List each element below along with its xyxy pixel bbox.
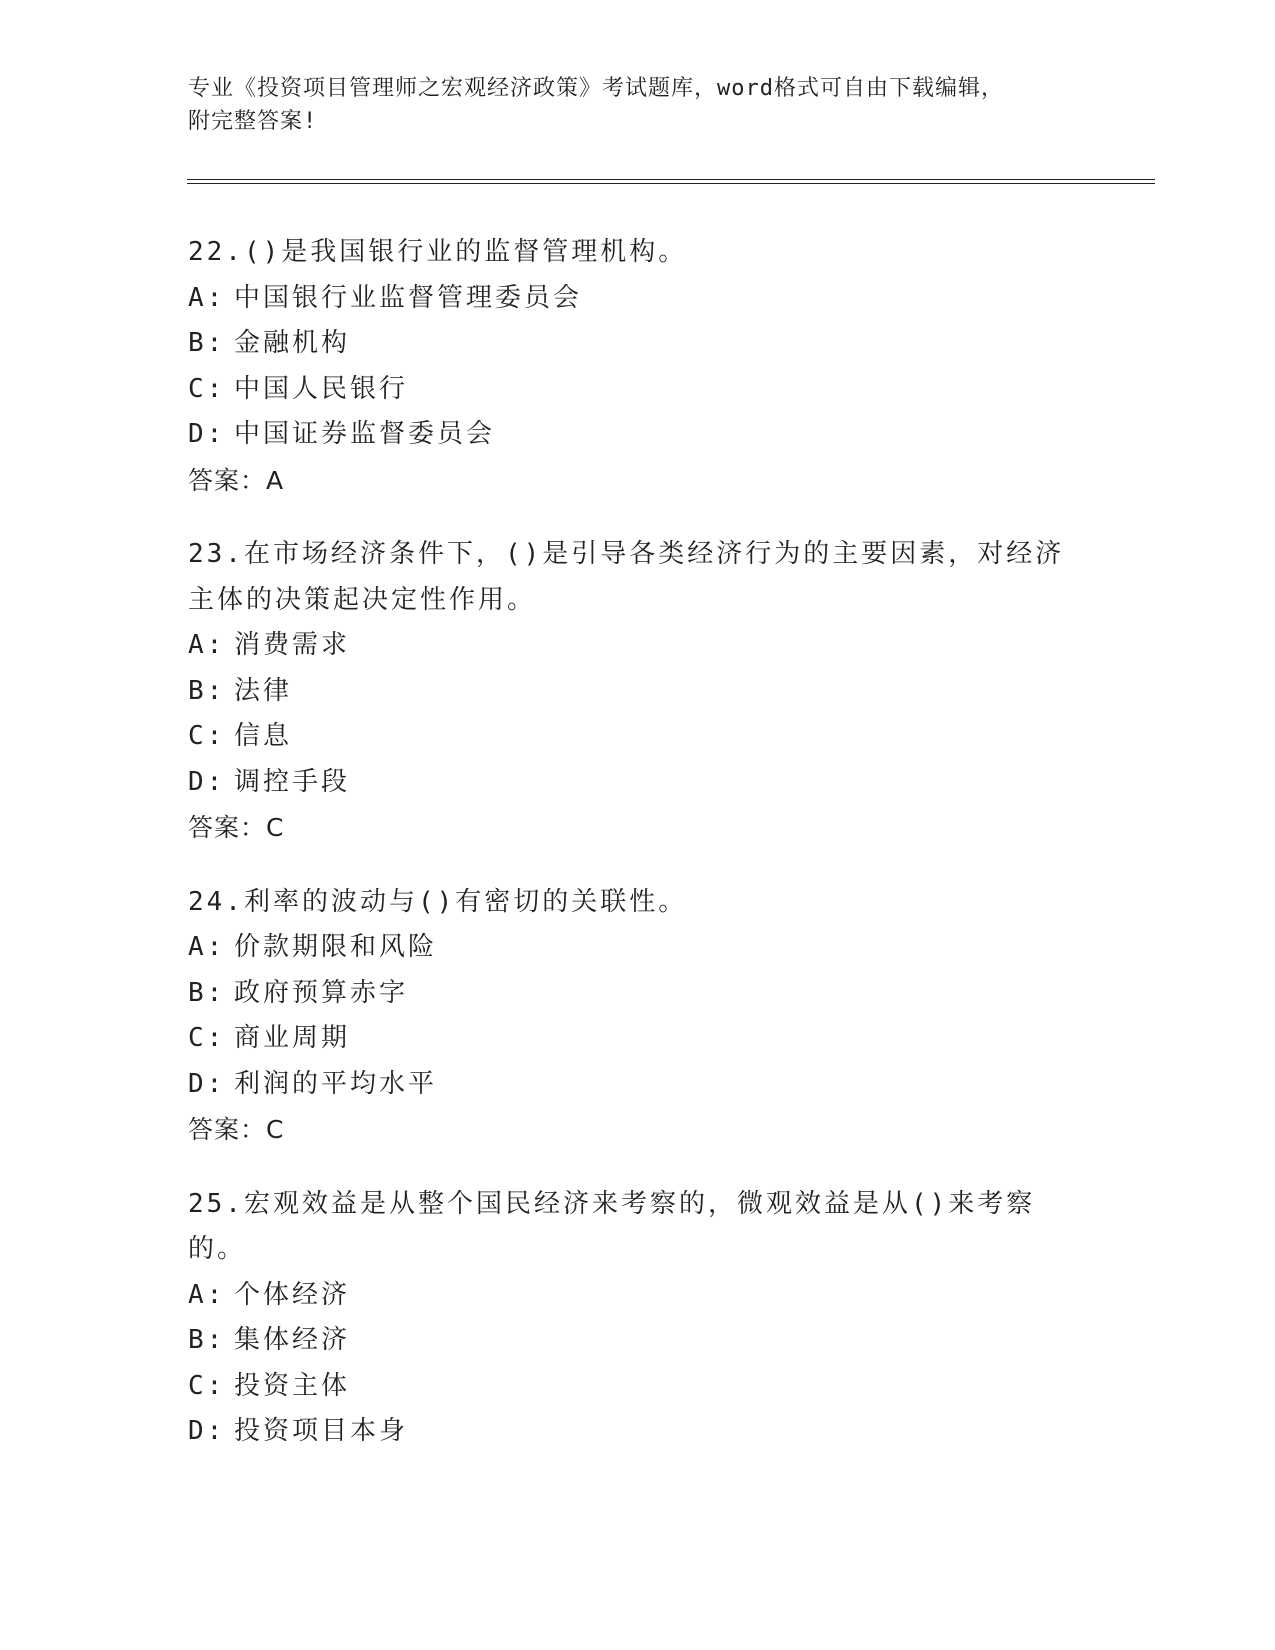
option-a: [188, 623, 1088, 669]
option-b: [188, 1318, 1088, 1364]
option-text: 金融机构: [234, 328, 351, 358]
option-text: 投资主体: [234, 1370, 351, 1401]
option-text: 中国人民银行: [234, 373, 409, 404]
option-letter: A:: [188, 1279, 226, 1310]
option-a: [188, 925, 1088, 971]
option-letter: C:: [188, 1370, 226, 1401]
header-divider-top: [187, 179, 1155, 180]
option-letter: D:: [188, 1068, 226, 1099]
option-text: 中国证券监督委员会: [234, 419, 496, 449]
option-d: [188, 412, 1088, 458]
question-22: [188, 230, 1088, 503]
option-b: [188, 669, 1088, 715]
option-text: 价款期限和风险: [234, 932, 438, 962]
option-letter: A:: [188, 282, 226, 313]
option-text: 投资项目本身: [234, 1416, 409, 1446]
answer-line: 答案：A: [188, 465, 285, 495]
option-text: 集体经济: [234, 1325, 351, 1355]
header-divider-bottom: [187, 183, 1155, 184]
option-letter: B:: [188, 977, 226, 1008]
option-c: [188, 714, 1088, 760]
option-text: 消费需求: [234, 630, 351, 660]
option-letter: B:: [188, 675, 226, 706]
question-list: [188, 230, 1088, 1484]
option-letter: C:: [188, 373, 226, 404]
option-text: 政府预算赤字: [234, 977, 409, 1008]
option-b: [188, 321, 1088, 367]
question-text: 25.宏观效益是从整个国民经济来考察的，微观效益是从()来考察的。: [188, 1188, 1036, 1264]
option-c: [188, 1364, 1088, 1410]
option-text: 中国银行业监督管理委员会: [234, 282, 583, 313]
option-text: 法律: [234, 675, 293, 706]
option-letter: A:: [188, 932, 226, 962]
option-a: [188, 276, 1088, 322]
option-b: [188, 971, 1088, 1017]
question-23: [188, 532, 1088, 851]
option-c: [188, 1016, 1088, 1062]
question-text: 22.()是我国银行业的监督管理机构。: [188, 237, 688, 267]
document-header: [188, 72, 1088, 138]
option-letter: B:: [188, 328, 226, 358]
option-text: 信息: [234, 721, 293, 751]
option-text: 商业周期: [234, 1023, 351, 1053]
header-line-2: 附完整答案!: [188, 109, 318, 134]
answer-line: 答案：C: [188, 1115, 285, 1144]
question-text: 23.在市场经济条件下，()是引导各类经济行为的主要因素，对经济主体的决策起决定性作用。: [188, 539, 1065, 615]
option-letter: D:: [188, 1416, 226, 1446]
answer-line: 答案：C: [188, 813, 285, 842]
question-24: [188, 880, 1088, 1153]
option-letter: D:: [188, 766, 226, 797]
option-d: [188, 1062, 1088, 1108]
option-text: 个体经济: [234, 1279, 351, 1310]
option-letter: D:: [188, 419, 226, 449]
option-c: [188, 367, 1088, 413]
option-d: [188, 1409, 1088, 1455]
option-letter: A:: [188, 630, 226, 660]
option-a: [188, 1273, 1088, 1319]
option-text: 调控手段: [234, 766, 351, 797]
question-text: 24.利率的波动与()有密切的关联性。: [188, 886, 688, 917]
header-line-1: 专业《投资项目管理师之宏观经济政策》考试题库，word格式可自由下载编辑，: [188, 76, 1004, 101]
option-d: [188, 760, 1088, 806]
option-letter: B:: [188, 1325, 226, 1355]
question-25: [188, 1182, 1088, 1455]
option-letter: C:: [188, 721, 226, 751]
option-text: 利润的平均水平: [234, 1068, 438, 1099]
option-letter: C:: [188, 1023, 226, 1053]
